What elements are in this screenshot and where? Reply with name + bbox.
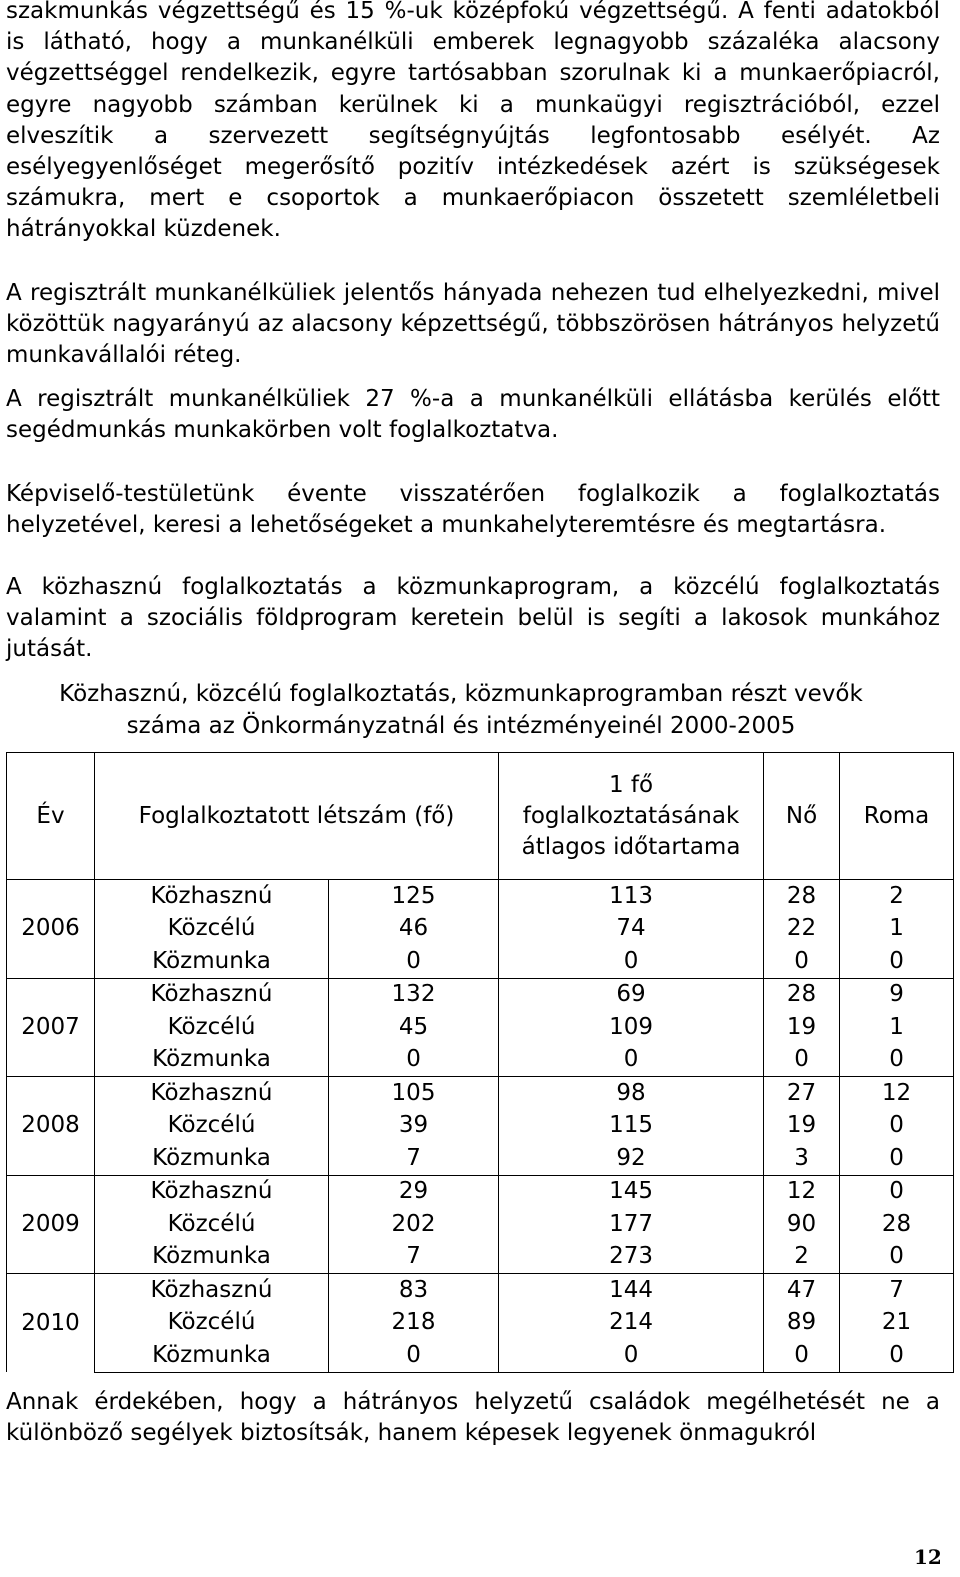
female-cell: 0 [764, 945, 840, 978]
table-row [7, 978, 954, 1011]
table-row [7, 1208, 954, 1241]
employment-type-cell: Közhasznú [95, 1274, 329, 1307]
headcount-cell: 83 [329, 1274, 499, 1307]
female-cell: 19 [764, 1110, 840, 1143]
headcount-cell: 29 [329, 1175, 499, 1208]
paragraph-public-work: A közhasznú foglalkoztatás a közmunkaprogram, a közcélú foglalkoztatás valamint a szociális földprogram keretein belül is segíti a lakosok munkához jutását. [6, 574, 940, 663]
roma-cell: 1 [840, 913, 954, 946]
duration-cell: 92 [499, 1142, 764, 1175]
duration-cell: 144 [499, 1274, 764, 1307]
paragraph-unemployment-education: szakmunkás végzettségű és 15 %-uk középfokú végzettségű. A fenti adatokból is látható, hogy a munkanélküli emberek legnagyobb százaléka alacsony végzettséggel rendelkezik, egyre tartósabban szorulnak ki a munkaerőpiacról, egyre nagyobb számban kerülnek ki a munkaügyi regisztrációból, ezzel elveszítik a szervezett segítségnyújtás legfontosabb esélyét. Az esélyegyenlőséget megerősítő pozitív intézkedések azért is szükségesek számukra, mert e csoportok a munkaerőpiacon összetett szemléletbeli hátrányokkal küzdenek. [6, 0, 940, 243]
employment-type-cell: Közcélú [95, 1307, 329, 1340]
employment-type-cell: Közmunka [95, 1339, 329, 1372]
roma-cell: 0 [840, 1339, 954, 1372]
employment-type-cell: Közmunka [95, 1044, 329, 1077]
year-cell: 2007 [7, 978, 95, 1077]
table-title-line-1: Közhasznú, közcélú foglalkoztatás, közmunkaprogramban részt vevők [59, 681, 863, 707]
female-cell: 0 [764, 1339, 840, 1372]
roma-cell: 0 [840, 1142, 954, 1175]
header-roma: Roma [840, 753, 954, 880]
paragraph-registered-unemployed: A regisztrált munkanélküliek jelentős hányada nehezen tud elhelyezkedni, mivel közöttük nagyarányú az alacsony képzettségű, többszörösen hátrányos helyzetű munkavállalói réteg. [6, 280, 940, 369]
duration-cell: 69 [499, 978, 764, 1011]
duration-cell: 214 [499, 1307, 764, 1340]
headcount-cell: 105 [329, 1077, 499, 1110]
roma-cell: 7 [840, 1274, 954, 1307]
table-row [7, 1241, 954, 1274]
headcount-cell: 132 [329, 978, 499, 1011]
female-cell: 28 [764, 880, 840, 913]
roma-cell: 2 [840, 880, 954, 913]
roma-cell: 0 [840, 1110, 954, 1143]
paragraph-council-employment: Képviselő-testületünk évente visszatérően foglalkozik a foglalkoztatás helyzetével, keresi a lehetőségeket a munkahelyteremtésre és megtartásra. [6, 481, 940, 539]
duration-cell: 98 [499, 1077, 764, 1110]
table-row [7, 945, 954, 978]
female-cell: 47 [764, 1274, 840, 1307]
duration-cell: 145 [499, 1175, 764, 1208]
paragraph-unskilled-share: A regisztrált munkanélküliek 27 %-a a munkanélküli ellátásba kerülés előtt segédmunkás munkakörben volt foglalkoztatva. [6, 386, 940, 444]
duration-cell: 115 [499, 1110, 764, 1143]
employment-type-cell: Közhasznú [95, 1175, 329, 1208]
header-year: Év [7, 753, 95, 880]
table-row [7, 1110, 954, 1143]
headcount-cell: 45 [329, 1011, 499, 1044]
female-cell: 0 [764, 1044, 840, 1077]
roma-cell: 0 [840, 1044, 954, 1077]
employment-table [6, 752, 954, 1373]
table-row [7, 1274, 954, 1307]
duration-cell: 109 [499, 1011, 764, 1044]
page-number: 12 [914, 1545, 942, 1569]
employment-type-cell: Közmunka [95, 945, 329, 978]
employment-type-cell: Közhasznú [95, 1077, 329, 1110]
duration-cell: 0 [499, 945, 764, 978]
employment-type-cell: Közhasznú [95, 880, 329, 913]
female-cell: 28 [764, 978, 840, 1011]
header-female: Nő [764, 753, 840, 880]
table-row [7, 1307, 954, 1340]
headcount-cell: 0 [329, 1044, 499, 1077]
table-header-row [7, 753, 954, 880]
headcount-cell: 125 [329, 880, 499, 913]
headcount-cell: 46 [329, 913, 499, 946]
headcount-cell: 7 [329, 1142, 499, 1175]
employment-type-cell: Közcélú [95, 1011, 329, 1044]
employment-type-cell: Közcélú [95, 1208, 329, 1241]
roma-cell: 1 [840, 1011, 954, 1044]
employment-type-cell: Közhasznú [95, 978, 329, 1011]
female-cell: 19 [764, 1011, 840, 1044]
headcount-cell: 7 [329, 1241, 499, 1274]
employment-type-cell: Közmunka [95, 1142, 329, 1175]
table-row [7, 1011, 954, 1044]
duration-cell: 113 [499, 880, 764, 913]
year-cell: 2009 [7, 1175, 95, 1274]
headcount-cell: 39 [329, 1110, 499, 1143]
year-cell: 2010 [7, 1274, 95, 1373]
header-duration-label: 1 fő foglalkoztatásának átlagos időtartama [521, 771, 741, 860]
female-cell: 89 [764, 1307, 840, 1340]
table-row [7, 1142, 954, 1175]
header-duration [499, 753, 764, 880]
headcount-cell: 218 [329, 1307, 499, 1340]
table-title [6, 679, 916, 742]
duration-cell: 74 [499, 913, 764, 946]
table-row [7, 880, 954, 913]
employment-type-cell: Közcélú [95, 1110, 329, 1143]
roma-cell: 21 [840, 1307, 954, 1340]
table-title-line-2: száma az Önkormányzatnál és intézményeinél 2000-2005 [126, 712, 796, 739]
employment-type-cell: Közmunka [95, 1241, 329, 1274]
roma-cell: 9 [840, 978, 954, 1011]
roma-cell: 0 [840, 1175, 954, 1208]
employment-type-cell: Közcélú [95, 913, 329, 946]
female-cell: 22 [764, 913, 840, 946]
headcount-cell: 0 [329, 945, 499, 978]
female-cell: 3 [764, 1142, 840, 1175]
table-row [7, 1175, 954, 1208]
table-row [7, 1339, 954, 1372]
paragraph-livelihood: Annak érdekében, hogy a hátrányos helyzetű családok megélhetését ne a különböző segélyek biztosítsák, hanem képesek legyenek önmagukról [6, 1389, 940, 1447]
female-cell: 90 [764, 1208, 840, 1241]
duration-cell: 273 [499, 1241, 764, 1274]
roma-cell: 28 [840, 1208, 954, 1241]
roma-cell: 0 [840, 1241, 954, 1274]
table-row [7, 1044, 954, 1077]
duration-cell: 177 [499, 1208, 764, 1241]
table-row [7, 913, 954, 946]
year-cell: 2006 [7, 880, 95, 979]
female-cell: 27 [764, 1077, 840, 1110]
headcount-cell: 0 [329, 1339, 499, 1372]
headcount-cell: 202 [329, 1208, 499, 1241]
duration-cell: 0 [499, 1044, 764, 1077]
female-cell: 2 [764, 1241, 840, 1274]
roma-cell: 12 [840, 1077, 954, 1110]
roma-cell: 0 [840, 945, 954, 978]
table-row [7, 1077, 954, 1110]
female-cell: 12 [764, 1175, 840, 1208]
duration-cell: 0 [499, 1339, 764, 1372]
header-headcount: Foglalkoztatott létszám (fő) [95, 753, 499, 880]
year-cell: 2008 [7, 1077, 95, 1176]
